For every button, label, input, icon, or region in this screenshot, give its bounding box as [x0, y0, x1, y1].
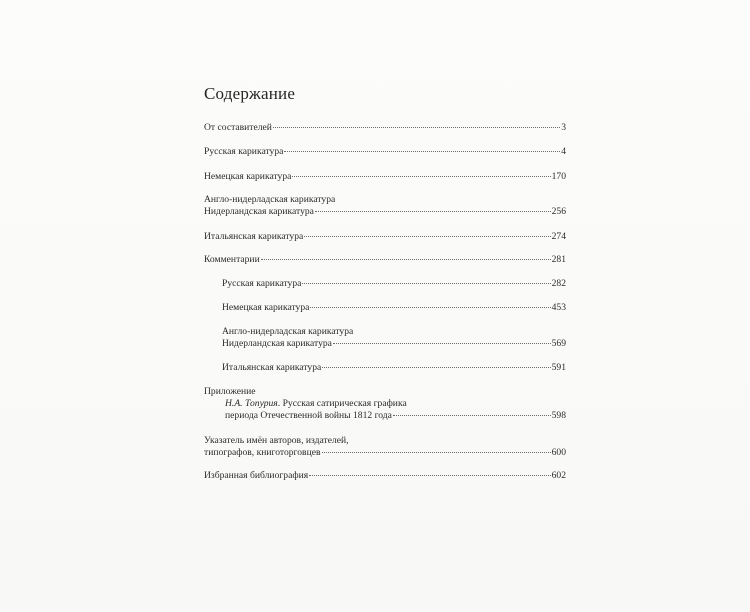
toc-entry-text: Немецкая карикатура: [204, 171, 292, 182]
toc-entry-second-line: [204, 398, 566, 410]
toc-entry-first-line: Приложение: [204, 386, 256, 397]
toc-entry-text: периода Отечественной войны 1812 года: [225, 410, 392, 421]
dot-leader: [292, 175, 550, 177]
toc-entry-first-line: Англо-нидерладская карикатура: [222, 326, 354, 337]
essay-title-part: . Русская сатирическая графика: [277, 398, 407, 409]
dot-leader: [322, 366, 550, 368]
toc-entry-appendix: [204, 386, 566, 422]
toc-entry-text: Итальянская карикатура: [204, 231, 304, 242]
toc-title: Содержание: [204, 84, 296, 103]
toc-page-number: 4: [561, 146, 566, 157]
toc-page-number: 256: [551, 206, 566, 217]
toc-page-number: 602: [551, 470, 566, 481]
toc-entry-text: Избранная библиография: [204, 470, 309, 481]
toc-entry-text: От составителей: [204, 122, 272, 133]
toc-entry-from-compilers: [204, 122, 566, 134]
author-name: Н.А. Топурия: [225, 398, 278, 409]
toc-entry-russian-caricature: [204, 146, 566, 158]
toc-page-number: 591: [551, 362, 566, 373]
toc-subentry-anglo-dutch-caricature: [222, 326, 566, 350]
toc-entry-commentary: [204, 254, 566, 266]
toc-entry-text: Немецкая карикатура: [222, 302, 310, 313]
toc-subentry-german-caricature: [222, 302, 566, 314]
dot-leader: [333, 342, 551, 344]
toc-page-number: 569: [551, 338, 566, 349]
toc-page-number: 170: [551, 171, 566, 182]
dot-leader: [304, 235, 550, 237]
toc-page-number: 598: [551, 410, 566, 421]
toc-entry-text: Нидерландская карикатура: [204, 206, 314, 217]
toc-entry-text: Русская карикатура: [204, 146, 284, 157]
toc-page-number: 274: [551, 231, 566, 242]
toc-entry-german-caricature: [204, 171, 566, 183]
toc-page-number: 600: [551, 447, 566, 458]
dot-leader: [310, 306, 550, 308]
dot-leader: [309, 474, 550, 476]
toc-entry-text: Русская карикатура: [222, 278, 302, 289]
dot-leader: [273, 126, 560, 128]
toc-subentry-italian-caricature: [222, 362, 566, 374]
toc-entry-text: Комментарии: [204, 254, 260, 265]
toc-entry-first-line: Указатель имён авторов, издателей,: [204, 435, 349, 446]
toc-entry-text: типографов, книготорговцев: [204, 447, 321, 458]
toc-page-number: 3: [561, 122, 566, 133]
toc-entry-index: [204, 435, 566, 459]
toc-page-number: 281: [551, 254, 566, 265]
toc-subentry-russian-caricature: [222, 278, 566, 290]
toc-page-number: 282: [551, 278, 566, 289]
dot-leader: [284, 150, 560, 152]
toc-entry-bibliography: [204, 470, 566, 482]
toc-page-number: 453: [551, 302, 566, 313]
dot-leader: [315, 210, 551, 212]
dot-leader: [261, 258, 551, 260]
dot-leader: [393, 414, 551, 416]
toc-entry-text: Итальянская карикатура: [222, 362, 322, 373]
toc-entry-italian-caricature: [204, 231, 566, 243]
dot-leader: [322, 451, 551, 453]
toc-entry-anglo-dutch-caricature: [204, 194, 566, 218]
dot-leader: [302, 282, 550, 284]
toc-entry-text: Нидерландская карикатура: [222, 338, 332, 349]
toc-entry-first-line: Англо-нидерладская карикатура: [204, 194, 336, 205]
